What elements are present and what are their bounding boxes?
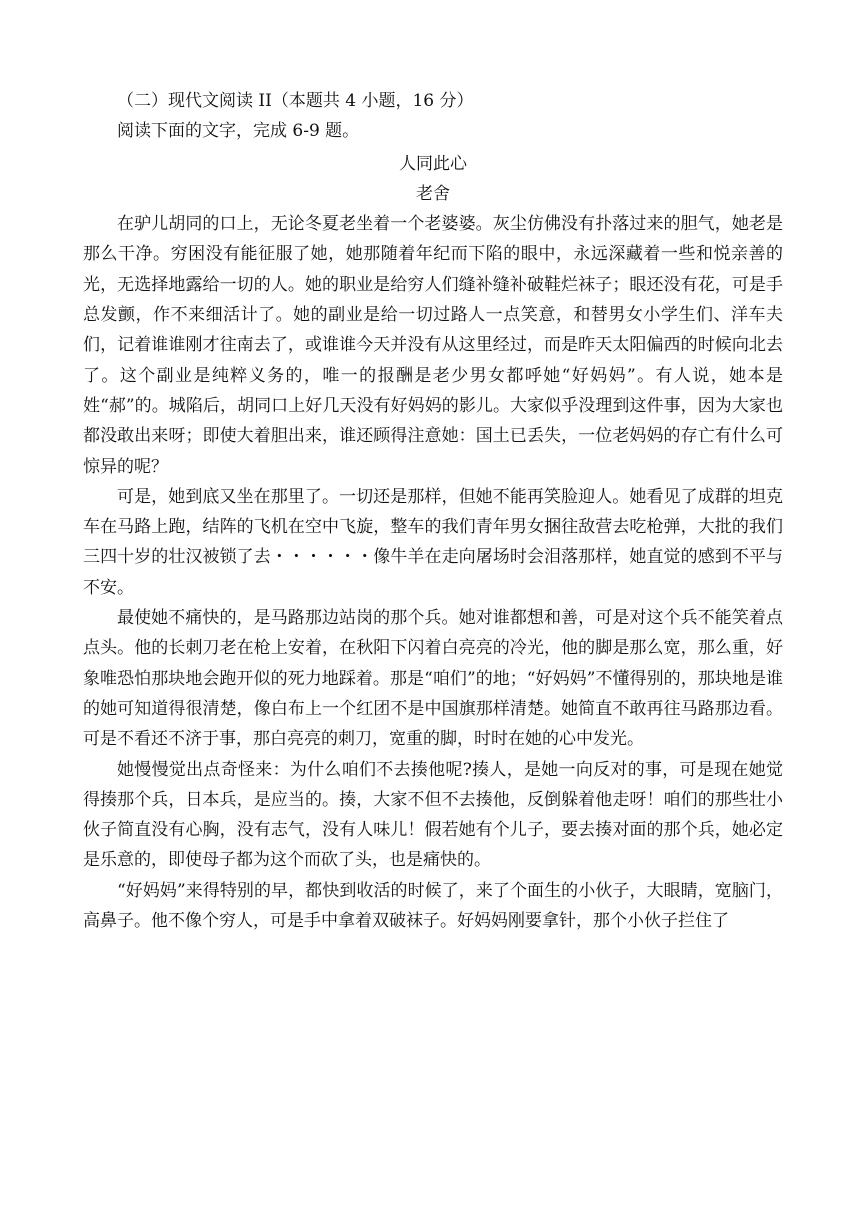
story-paragraph: 最使她不痛快的，是马路那边站岗的那个兵。她对谁都想和善，可是对这个兵不能笑着点点头。他的长刺刀老在枪上安着，在秋阳下闪着白亮亮的冷光，他的脚是那么宽，那么重，好象唯恐怕那块地会跑开似的死力地踩着。那是“咱们”的地；“好妈妈”不懂得别的，那块地是谁的她可知道得很清楚，像白布上一个红团不是中国旗那样清楚。她简直不敢再往马路那边看。可是不看还不济于事，那白亮亮的刺刀，宽重的脚，时时在她的心中发光。 [83, 608, 783, 750]
story-title: 人同此心 [399, 153, 467, 174]
section-heading: （二）现代文阅读 II（本题共 4 小题，16 分） [117, 91, 474, 111]
story-paragraph: 她慢慢觉出点奇怪来：为什么咱们不去揍他呢?揍人，是她一向反对的事，可是现在她觉得揍那个兵，日本兵，是应当的。揍，大家不但不去揍他，反倒躲着他走呀！咱们的那些壮小伙子简直没有心胸，没有志气，没有人味儿！假若她有个儿子，要去揍对面的那个兵，她必定是乐意的，即使母子都为这个而砍了头，也是痛快的。 [83, 759, 783, 871]
story-paragraph: 可是，她到底又坐在那里了。一切还是那样，但她不能再笑脸迎人。她看见了成群的坦克车在马路上跑，结阵的飞机在空中飞旋，整车的我们青年男女捆往敌营去吃枪弹，大批的我们三四十岁的壮汉被锁了去・・・・・・像牛羊在走向屠场时会泪落那样，她直觉的感到不平与不安。 [83, 486, 783, 598]
story-paragraph: “好妈妈”来得特别的早，都快到收活的时候了，来了个面生的小伙子，大眼睛，宽脑门，高鼻子。他不像个穷人，可是手中拿着双破袜子。好妈妈刚要拿针，那个小伙子拦住了 [83, 880, 783, 932]
document-body [83, 86, 783, 936]
story-paragraph: 在驴儿胡同的口上，无论冬夏老坐着一个老婆婆。灰尘仿佛没有扑落过来的胆气，她老是那么干净。穷困没有能征服了她，她那随着年纪而下陷的眼中，永远深藏着一些和悦亲善的光，无选择地露给一切的人。她的职业是给穷人们缝补缝补破鞋烂袜子；眼还没有花，可是手总发颤，作不来细活计了。她的副业是给一切过路人一点笑意，和替男女小学生们、洋车夫们，记着谁谁刚才往南去了，或谁谁今天并没有从这里经过，而是昨天太阳偏西的时候向北去了。这个副业是纯粹义务的，唯一的报酬是老少男女都呼她“好妈妈”。有人说，她本是姓“郝”的。城陷后，胡同口上好几天没有好妈妈的影儿。大家似乎没理到这件事，因为大家也都没敢出来呀；即使大着胆出来，谁还顾得注意她：国土已丢失，一位老妈妈的存亡有什么可惊异的呢？ [83, 214, 783, 477]
reading-instruction: 阅读下面的文字，完成 6-9 题。 [117, 121, 360, 142]
story-author: 老舍 [416, 183, 450, 204]
